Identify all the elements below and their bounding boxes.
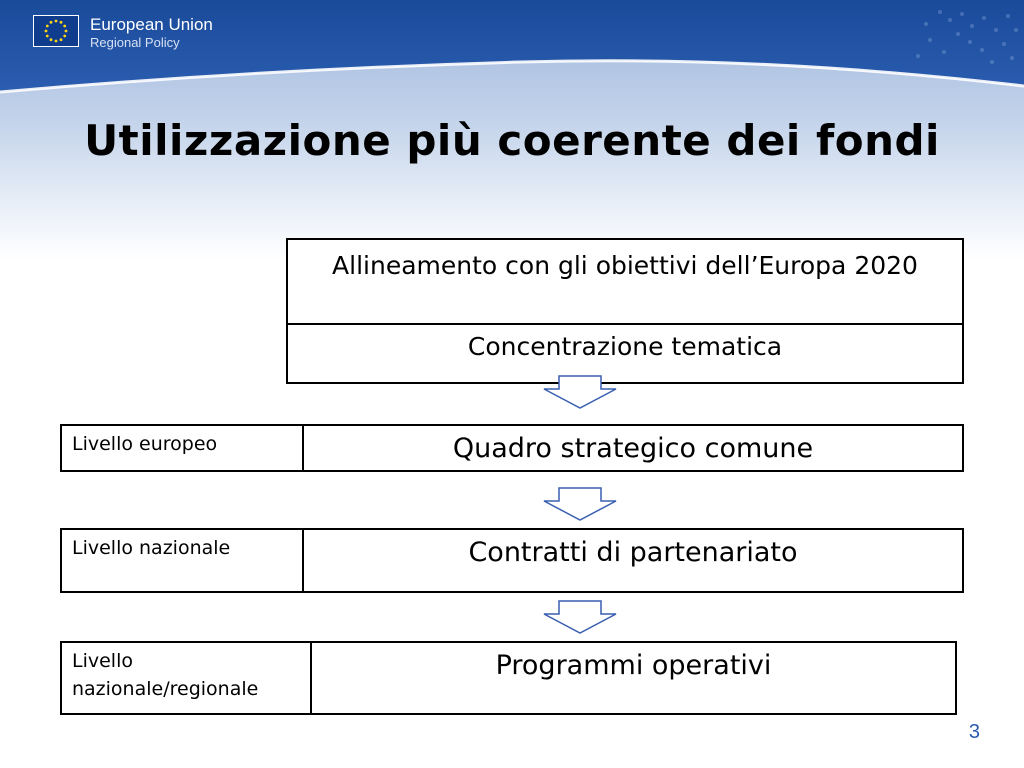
brand-subtitle: Regional Policy (90, 35, 180, 50)
row-label-regional: Livello nazionale/regionale (62, 643, 312, 713)
level-row-regional (60, 641, 957, 715)
level-row-european (60, 424, 964, 472)
slide-title: Utilizzazione più coerente dei fondi (84, 116, 940, 165)
down-arrow-icon (542, 375, 618, 411)
top-box (286, 238, 964, 384)
page-number: 3 (968, 721, 980, 743)
row-value-national: Contratti di partenariato (468, 537, 798, 568)
row-value-european: Quadro strategico comune (452, 433, 814, 464)
row-label-national: Livello nazionale (62, 530, 304, 591)
level-row-national (60, 528, 964, 593)
row-value-regional: Programmi operativi (495, 650, 772, 681)
row-label-european: Livello europeo (62, 426, 304, 470)
top-box-alignment-cell: Allineamento con gli obiettivi dell’Europa 2020 (288, 240, 962, 325)
brand-name: European Union (90, 15, 213, 34)
eu-flag-logo (33, 15, 79, 47)
down-arrow-icon (542, 487, 618, 523)
down-arrow-icon (542, 600, 618, 636)
brand (90, 16, 213, 49)
top-box-concentration-cell: Concentrazione tematica (467, 332, 783, 361)
eu-stars-icon (34, 16, 78, 46)
